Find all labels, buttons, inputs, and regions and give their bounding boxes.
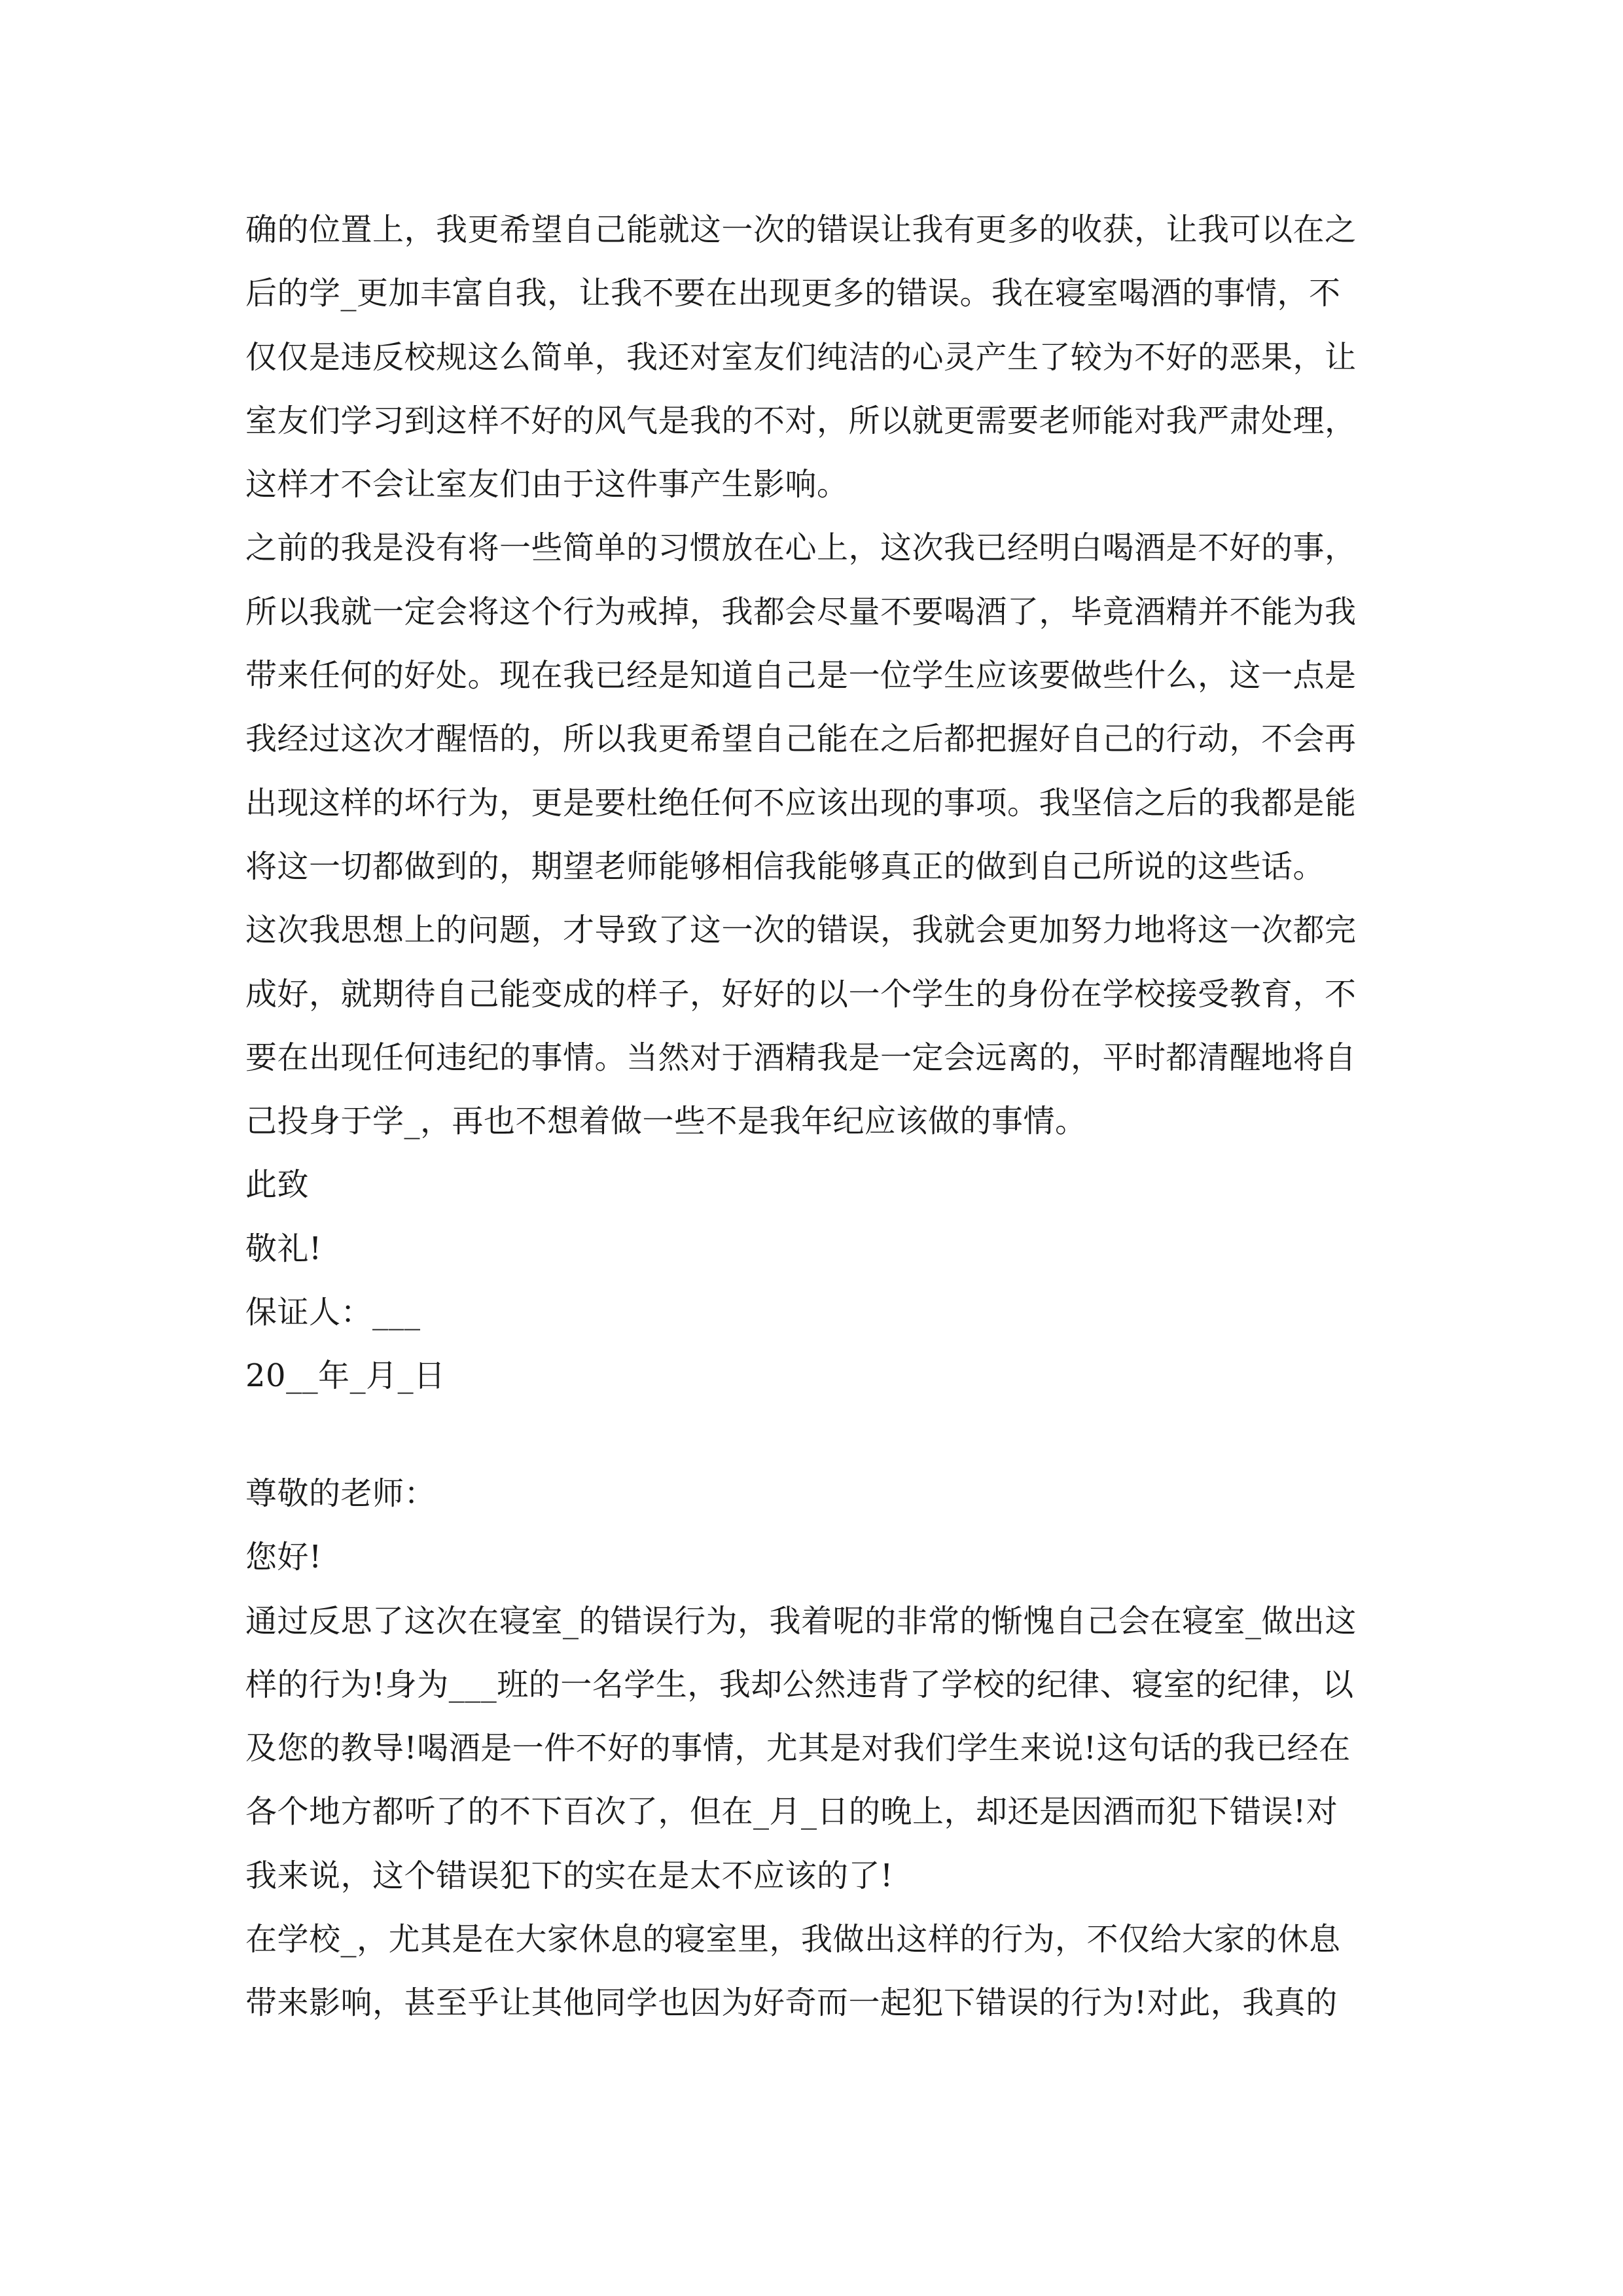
text-line: 之前的我是没有将一些简单的习惯放在心上，这次我已经明白喝酒是不好的事， — [245, 529, 1357, 567]
text-line: 成好，就期待自己能变成的样子，好好的以一个学生的身份在学校接受教育，不 — [245, 975, 1357, 1013]
date-line: 20__年_月_日 — [245, 1357, 446, 1395]
paragraph — [245, 516, 1384, 899]
text-line: 确的位置上，我更希望自己能就这一次的错误让我有更多的收获，让我可以在之 — [245, 211, 1357, 248]
text-line: 后的学_更加丰富自我，让我不要在出现更多的错误。我在寝室喝酒的事情，不 — [245, 275, 1341, 312]
text-line: 在学校_，尤其是在大家休息的寝室里，我做出这样的行为，不仅给大家的休息 — [245, 1921, 1341, 1958]
text-line: 样的行为!身为___班的一名学生，我却公然违背了学校的纪律、寝室的纪律，以 — [245, 1666, 1354, 1703]
text-line: 室友们学习到这样不好的风气是我的不对，所以就更需要老师能对我严肃处理， — [245, 402, 1357, 439]
text-line: 将这一切都做到的，期望老师能够相信我能够真正的做到自己所说的这些话。 — [245, 848, 1325, 885]
paragraph — [245, 1590, 1384, 1908]
text-line: 这次我思想上的问题，才导致了这一次的错误，我就会更加努力地将这一次都完 — [245, 912, 1357, 949]
text-line: 通过反思了这次在寝室_的错误行为，我着呢的非常的惭愧自己会在寝室_做出这 — [245, 1602, 1357, 1640]
paragraph — [245, 1908, 1384, 2036]
text-line: 这样才不会让室友们由于这件事产生影响。 — [245, 466, 849, 503]
guarantor-line: 保证人：___ — [245, 1294, 421, 1331]
hello-line: 您好! — [245, 1539, 322, 1576]
text-line: 各个地方都听了的不下百次了，但在_月_日的晚上，却还是因酒而犯下错误!对 — [245, 1793, 1338, 1831]
letter-2 — [245, 1462, 1384, 2036]
text-line: 仅仅是违反校规这么简单，我还对室友们纯洁的心灵产生了较为不好的恶果，让 — [245, 338, 1357, 376]
text-line: 己投身于学_，再也不想着做一些不是我年纪应该做的事情。 — [245, 1103, 1087, 1140]
text-line: 及您的教导!喝酒是一件不好的事情，尤其是对我们学生来说!这句话的我已经在 — [245, 1730, 1351, 1767]
text-line: 出现这样的坏行为，更是要杜绝任何不应该出现的事项。我坚信之后的我都是能 — [245, 784, 1357, 821]
text-line: 要在出现任何违纪的事情。当然对于酒精我是一定会远离的，平时都清醒地将自 — [245, 1039, 1357, 1076]
text-line: 带来任何的好处。现在我已经是知道自己是一位学生应该要做些什么，这一点是 — [245, 657, 1357, 694]
paragraph — [245, 198, 1384, 516]
closing-line: 此致 — [245, 1166, 310, 1204]
paragraph — [245, 899, 1384, 1153]
text-line: 我来说，这个错误犯下的实在是太不应该的了! — [245, 1857, 893, 1894]
text-line: 所以我就一定会将这个行为戒掉，我都会尽量不要喝酒了，毕竟酒精并不能为我 — [245, 593, 1357, 630]
text-line: 带来影响，甚至乎让其他同学也因为好奇而一起犯下错误的行为!对此，我真的 — [245, 1984, 1338, 2022]
greeting-line: 尊敬的老师： — [245, 1475, 437, 1512]
salute-line: 敬礼! — [245, 1230, 322, 1267]
letter-1 — [245, 198, 1384, 1408]
text-line: 我经过这次才醒悟的，所以我更希望自己能在之后都把握好自己的行动，不会再 — [245, 721, 1357, 758]
